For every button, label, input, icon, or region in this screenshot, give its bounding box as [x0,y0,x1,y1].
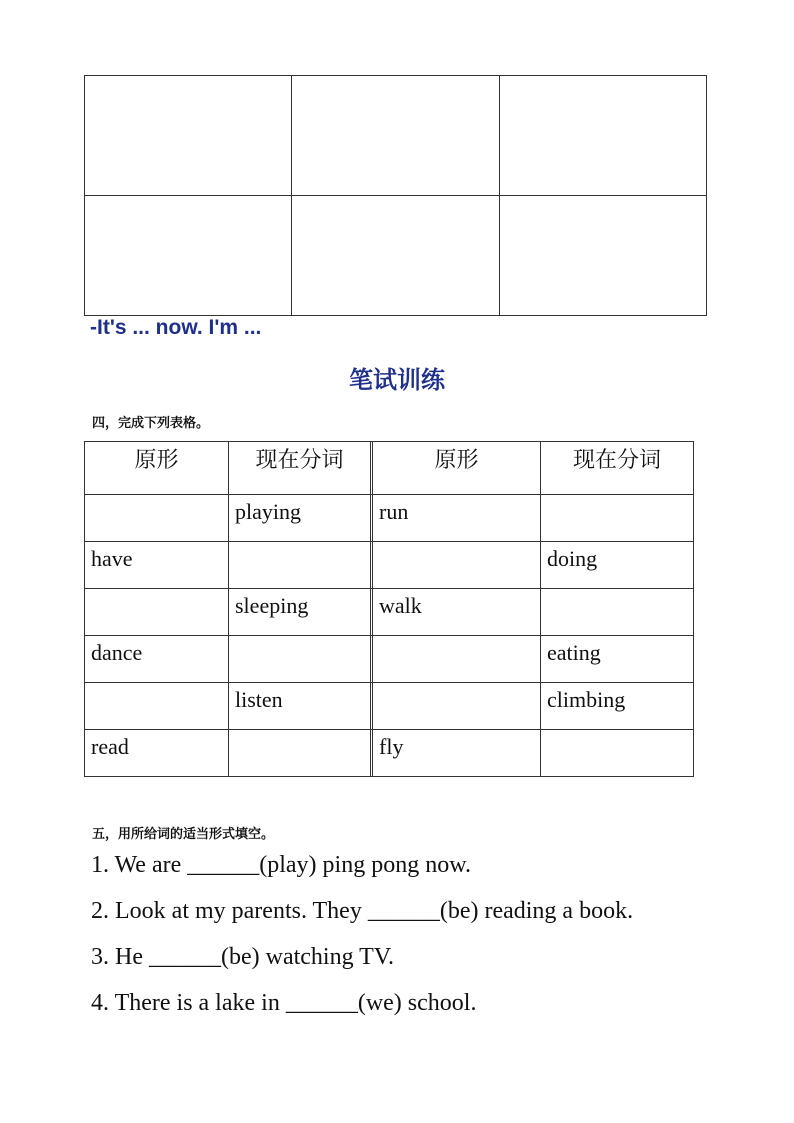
table-cell[interactable] [85,683,229,730]
table-cell[interactable] [541,589,694,636]
exercise-item: 4. There is a lake in ______(we) school. [91,990,477,1016]
exercise-item: 1. We are ______(play) ping pong now. [91,852,471,878]
exercise-item: 3. He ______(be) watching TV. [91,944,395,970]
header-base-form: 原形 [85,442,229,495]
table-cell[interactable] [541,495,694,542]
task4-heading: 四，完成下列表格。 [92,416,210,431]
table-cell[interactable]: run [373,495,541,542]
table-row [85,589,694,636]
table-cell[interactable]: eating [541,636,694,683]
table-cell[interactable]: read [85,730,229,777]
table-cell[interactable]: fly [373,730,541,777]
picture-cell [292,196,499,316]
picture-cell [85,196,292,316]
table-row [85,636,694,683]
table-row [85,495,694,542]
table-cell[interactable]: doing [541,542,694,589]
task5-heading: 五，用所给词的适当形式填空。 [92,827,275,842]
picture-cell [499,196,706,316]
table-row [85,730,694,777]
header-present-participle: 现在分词 [229,442,371,495]
table-cell[interactable] [373,636,541,683]
table-row [85,542,694,589]
verb-form-table [84,441,694,777]
table-cell[interactable] [373,683,541,730]
section-title: 笔试训练 [349,366,445,394]
header-present-participle: 现在分词 [541,442,694,495]
table-cell[interactable]: playing [229,495,371,542]
table-cell[interactable] [229,542,371,589]
table-cell[interactable] [85,495,229,542]
picture-cell [85,76,292,196]
table-cell[interactable]: climbing [541,683,694,730]
table-cell[interactable]: dance [85,636,229,683]
table-cell[interactable] [229,730,371,777]
table-cell[interactable] [373,542,541,589]
table-cell[interactable] [85,589,229,636]
table-cell[interactable]: sleeping [229,589,371,636]
table-row [85,683,694,730]
table-header-row [85,442,694,495]
table-cell[interactable]: walk [373,589,541,636]
picture-cell [499,76,706,196]
picture-cell [292,76,499,196]
table-cell[interactable] [229,636,371,683]
exercise-item: 2. Look at my parents. They ______(be) reading a book. [91,898,634,924]
verb-form-table-wrap [84,441,694,777]
dialog-prompt: -It's ... now. I'm ... [90,316,262,339]
table-cell[interactable]: listen [229,683,371,730]
header-base-form: 原形 [373,442,541,495]
table-cell[interactable] [541,730,694,777]
picture-grid [84,75,707,316]
table-cell[interactable]: have [85,542,229,589]
